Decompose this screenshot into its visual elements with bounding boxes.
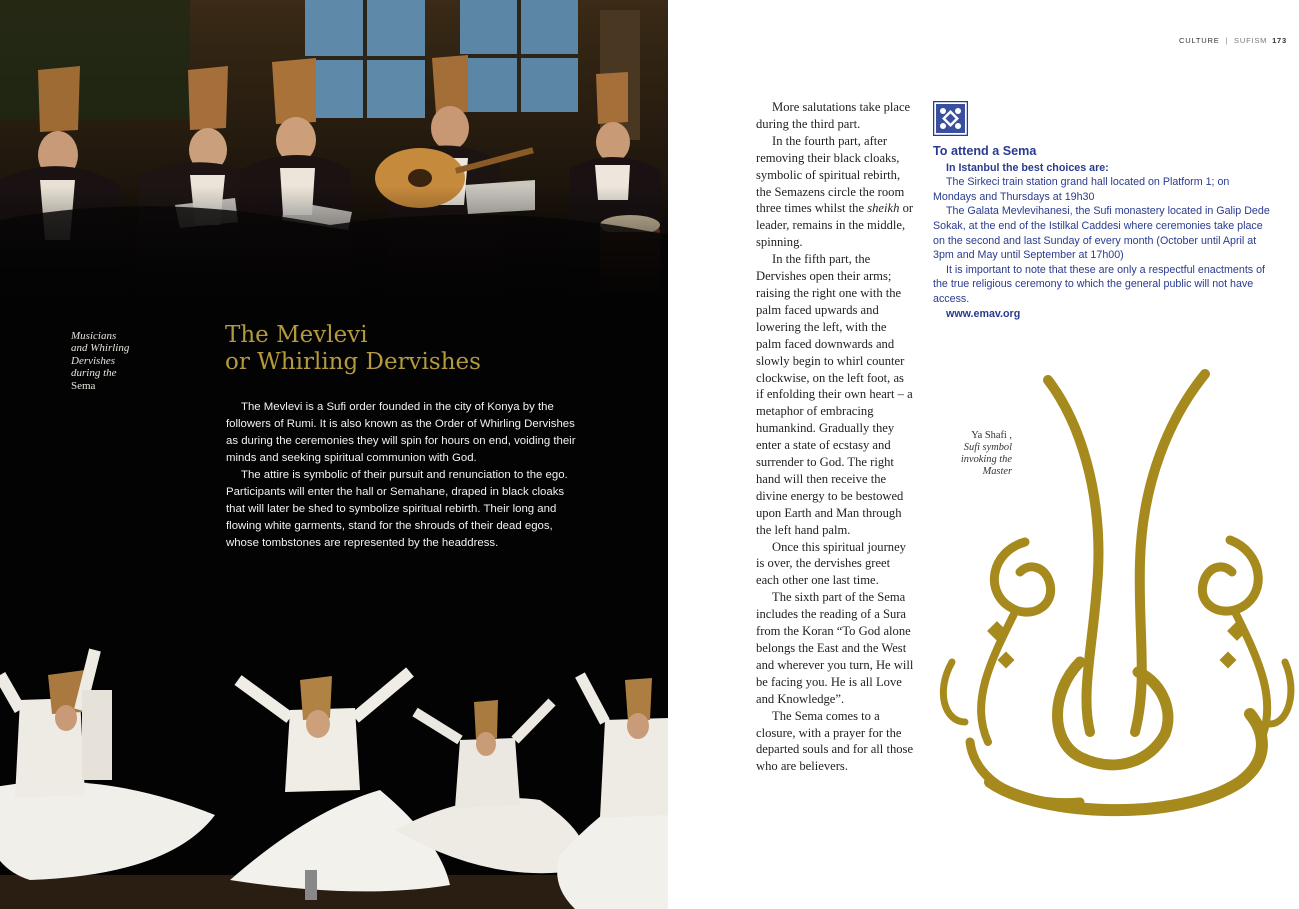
subsection-name: SUFISM (1234, 36, 1268, 45)
caption-line: invoking the (960, 454, 1012, 465)
caption-line-1: Musicians (71, 330, 117, 342)
column-paragraph (756, 133, 914, 251)
photo-caption (71, 330, 151, 392)
caption-line: Sufi symbol (963, 442, 1012, 453)
column-paragraph: The Sema comes to a closure, with a prayer for the departed souls and for all those who are believers. (756, 708, 914, 774)
website-link[interactable]: www.emav.org (946, 307, 1021, 320)
sidebar-item: The Sirkeci train station grand hall located on Platform 1; on Mondays and Thursdays at 19h30 (933, 176, 1230, 203)
column-text: or leader, remains in the middle, spinning. (756, 201, 914, 250)
column-paragraph: In the fifth part, the Dervishes open their arms; raising the right one with the palm faced upwards and lowering the left, with the palm faced downwards and slowly begin to whirl counter clockwise, on the left foot, as if enfolding their own heart – a metaphor of embracing humankind. Gradually they enter a state of ecstasy and surrender to God. The right hand will then receive the divine energy to be bestowed upon Earth and Man through the left hand palm. (756, 252, 913, 537)
sema-info-box (933, 144, 1273, 321)
caption-line-5: Sema (71, 379, 96, 392)
musicians-photo-graphic (0, 0, 668, 310)
title-line-2: or Whirling Dervishes (225, 349, 481, 375)
page-number: 173 (1272, 36, 1287, 45)
running-head-separator: | (1225, 36, 1229, 45)
column-paragraph: Once this spiritual journey is over, the dervishes greet each other one last time. (756, 539, 906, 588)
sheikh-term: sheikh (867, 201, 900, 216)
dervishes-photo-graphic (0, 640, 668, 909)
section-name: CULTURE (1179, 36, 1220, 45)
sidebar-lead: In Istanbul the best choices are: (946, 161, 1109, 174)
caption-line-2: and Whirling (71, 342, 130, 355)
ornament-tile-icon (933, 101, 968, 136)
right-page (668, 0, 1299, 909)
column-paragraph: More salutations take place during the third part. (756, 100, 911, 131)
sidebar-item: It is important to note that these are only a respectful enactments of the true religious ceremony to which the general public will not have access. (933, 263, 1266, 305)
column-text: In the fourth part, after removing their black cloaks, symbolic of spiritual rebirth, the Semazens circle the room three times whilst the (756, 133, 905, 216)
caption-line-3: Dervishes (71, 354, 115, 367)
caption-line-4: during the (71, 367, 117, 380)
article-title (225, 322, 645, 376)
caption-line: Master (982, 466, 1012, 477)
musicians-photo (0, 0, 668, 310)
calligraphy-caption (930, 430, 1012, 478)
article-body (226, 399, 584, 552)
sidebar-title: To attend a Sema (933, 144, 1037, 158)
whirling-dervishes-photo (0, 640, 668, 909)
sidebar-item: The Galata Mevlevihanesi, the Sufi monastery located in Galip Dede Sokak, at the end of the Istilkal Caddesi where ceremonies take place on the second and last Sunday of every month (October until April at 3pm and May until September at 17h00) (933, 205, 1270, 262)
caption-name: Ya Shafi , (971, 430, 1012, 441)
column-paragraph: The sixth part of the Sema includes the reading of a Sura from the Koran “To God alone belongs the East and the West and wherever you turn, He will be facing you. He is all Love and Knowledge”. (756, 590, 914, 706)
body-paragraph: The attire is symbolic of their pursuit and renunciation to the ego. Participants will enter the hall or Semahane, draped in black cloaks that will later be shed to symbolize spiritual rebirth. Their long and flowing white garments, stand for the shrouds of their dead egos, whose tombstones are represented by the headdress. (226, 469, 568, 549)
body-paragraph: The Mevlevi is a Sufi order founded in the city of Konya by the followers of Rumi. It is also known as the Order of Whirling Dervishes as during the ceremonies they will spin for hours on end, voiding their minds and seeking spiritual communion with God. (226, 401, 576, 464)
running-head (1179, 36, 1287, 45)
title-line-1: The Mevlevi (225, 322, 368, 348)
article-column (756, 99, 914, 775)
